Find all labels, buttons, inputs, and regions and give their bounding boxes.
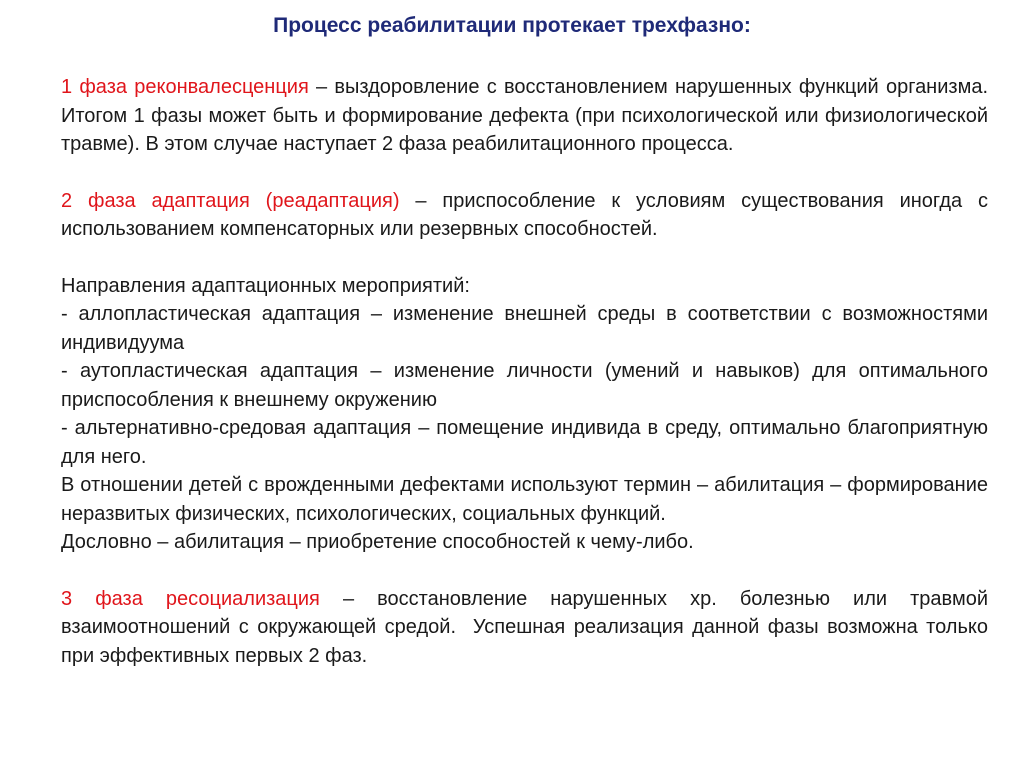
phase-2-label: 2 фаза адаптация (реадаптация): [61, 189, 400, 212]
phase-2-text: – приспособление к условиям существования иногда с использованием компенсаторных или резервных способностей.: [61, 189, 988, 240]
phase-1-paragraph: [61, 73, 988, 159]
directions-heading: Направления адаптационных мероприятий:: [61, 274, 470, 297]
phase-3-label: 3 фаза ресоциализация: [61, 587, 320, 610]
phase-1-text: – выздоровление с восстановлением нарушенных функций организма. Итогом 1 фазы может быть и формирование дефекта (при психологической или физиологической травме). В этом случае наступает 2 фаза реабилитационного процесса.: [61, 76, 989, 155]
direction-item-allo: - аллопластическая адаптация – изменение внешней среды в соответствии с возможностями индивидуума: [61, 303, 988, 354]
phase-2-paragraph: [61, 187, 988, 244]
phase-3-text: – восстановление нарушенных хр. болезнью или травмой взаимоотношений с окружающей средой. Успешная реализация данной фазы возможна только при эффективных первых 2 фаз.: [61, 587, 994, 667]
habilitation-definition: Дословно – абилитация – приобретение способностей к чему-либо.: [61, 531, 694, 553]
paragraph-spacer: [61, 244, 988, 272]
direction-item-alternative: - альтернативно-средовая адаптация – помещение индивида в среду, оптимально благоприятную для него.: [61, 417, 988, 468]
paragraph-spacer: [61, 159, 988, 187]
phase-1-label: 1 фаза реконвалесценция: [61, 76, 309, 98]
slide-title: Процесс реабилитации протекает трехфазно:: [273, 14, 751, 37]
direction-item-auto: - аутопластическая адаптация – изменение личности (умений и навыков) для оптимального приспособления к внешнему окружению: [61, 360, 988, 411]
paragraph-spacer: [61, 557, 988, 585]
slide-body: [61, 73, 994, 670]
phase-3-paragraph: [61, 585, 994, 671]
habilitation-paragraph: В отношении детей с врожденными дефектами используют термин – абилитация – формирование неразвитых физических, психологических, социальных функций.: [61, 474, 988, 525]
